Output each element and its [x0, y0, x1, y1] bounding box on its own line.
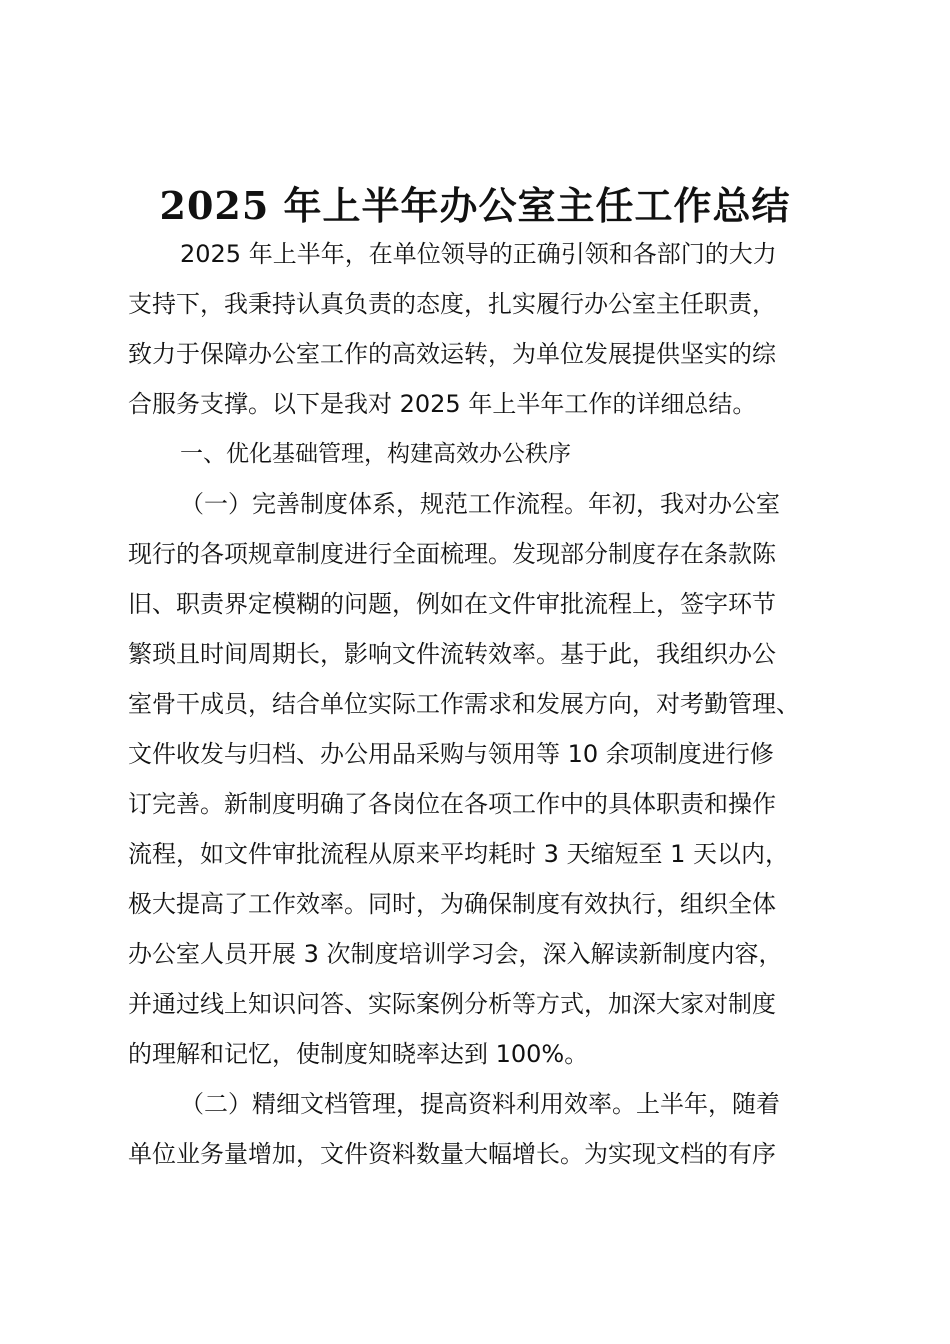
section-heading: 一、优化基础管理，构建高效办公秩序 [180, 441, 571, 467]
paragraph-line: 订完善。新制度明确了各岗位在各项工作中的具体职责和操作 [128, 790, 776, 818]
paragraph-line: （二）精细文档管理，提高资料利用效率。上半年，随着 [180, 1090, 780, 1118]
paragraph-line: 流程，如文件审批流程从原来平均耗时 3 天缩短至 1 天以内， [128, 840, 790, 868]
paragraph-line: 合服务支撑。以下是我对 2025 年上半年工作的详细总结。 [128, 390, 757, 418]
paragraph-line: 现行的各项规章制度进行全面梳理。发现部分制度存在条款陈 [128, 540, 776, 568]
paragraph-line: 2025 年上半年，在单位领导的正确引领和各部门的大力 [180, 240, 777, 268]
paragraph-line: 文件收发与归档、办公用品采购与领用等 10 余项制度进行修 [128, 740, 774, 768]
document-title: 2025 年上半年办公室主任工作总结 [159, 183, 791, 228]
paragraph-line: 办公室人员开展 3 次制度培训学习会，深入解读新制度内容， [128, 940, 783, 968]
paragraph-line: （一）完善制度体系，规范工作流程。年初，我对办公室 [180, 490, 780, 518]
paragraph-line: 致力于保障办公室工作的高效运转，为单位发展提供坚实的综 [128, 340, 776, 368]
paragraph-line: 支持下，我秉持认真负责的态度，扎实履行办公室主任职责， [128, 290, 776, 318]
paragraph-line: 的理解和记忆，使制度知晓率达到 100%。 [128, 1040, 589, 1068]
paragraph-line: 旧、职责界定模糊的问题，例如在文件审批流程上，签字环节 [128, 590, 776, 618]
paragraph-line: 繁琐且时间周期长，影响文件流转效率。基于此，我组织办公 [128, 640, 776, 668]
paragraph-line: 室骨干成员，结合单位实际工作需求和发展方向，对考勤管理、 [128, 690, 800, 718]
paragraph-line: 并通过线上知识问答、实际案例分析等方式，加深大家对制度 [128, 990, 776, 1018]
paragraph-line: 单位业务量增加，文件资料数量大幅增长。为实现文档的有序 [128, 1140, 776, 1168]
paragraph-line: 极大提高了工作效率。同时，为确保制度有效执行，组织全体 [128, 890, 776, 918]
